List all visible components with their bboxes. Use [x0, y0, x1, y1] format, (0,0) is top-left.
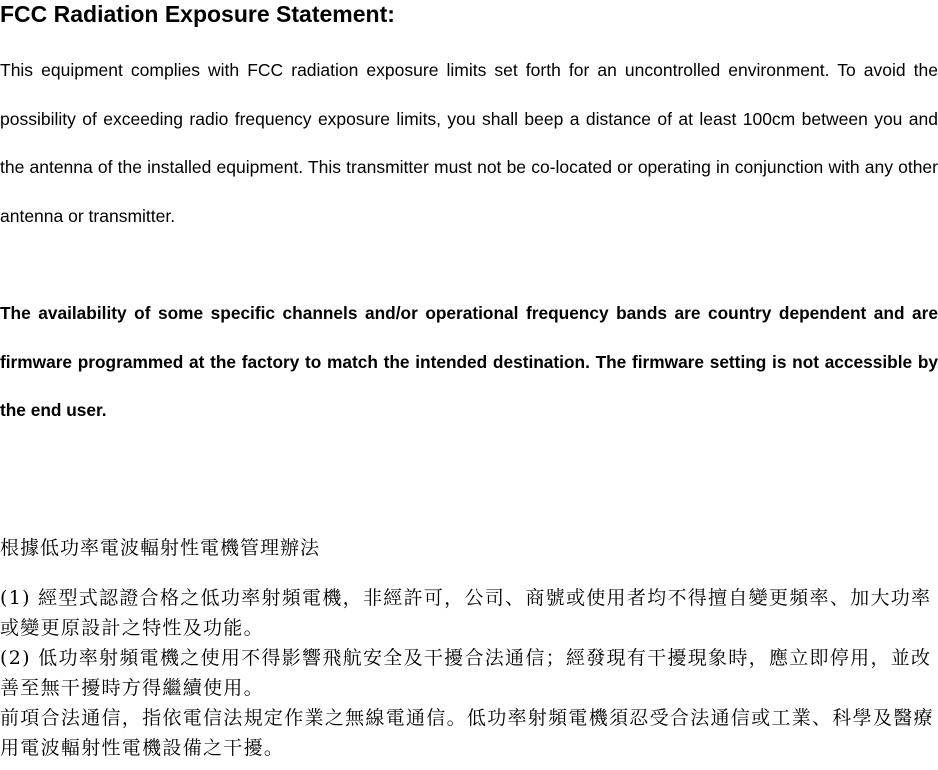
channel-availability-paragraph: The availability of some specific channels and/or operational frequency bands are country dependent and are firmware programmed at the factory to match the intended destination. The firmware setting is not accessible by the end user. — [0, 303, 938, 420]
ncc-regulation-body — [0, 583, 938, 763]
ncc-clause-definition: 前項合法通信，指依電信法規定作業之無線電通信。低功率射頻電機須忍受合法通信或工業、科學及醫療用電波輻射性電機設備之干擾。 — [0, 707, 934, 759]
fcc-heading: FCC Radiation Exposure Statement: — [0, 1, 395, 27]
ncc-clause-1: (1) 經型式認證合格之低功率射頻電機，非經許可，公司、商號或使用者均不得擅自變更頻率、加大功率或變更原設計之特性及功能。 — [0, 587, 932, 639]
ncc-regulation-title: 根據低功率電波輻射性電機管理辦法 — [0, 537, 321, 559]
ncc-clause-2: (2) 低功率射頻電機之使用不得影響飛航安全及干擾合法通信；經發現有干擾現象時，應立即停用，並改善至無干擾時方得繼續使用。 — [0, 647, 932, 699]
fcc-exposure-paragraph: This equipment complies with FCC radiation exposure limits set forth for an uncontrolled environment. To avoid the possibility of exceeding radio frequency exposure limits, you shall beep a distance of at least 100cm between you and the antenna of the installed equipment. This transmitter must not be co-located or operating in conjunction with any other antenna or transmitter. — [0, 60, 938, 226]
